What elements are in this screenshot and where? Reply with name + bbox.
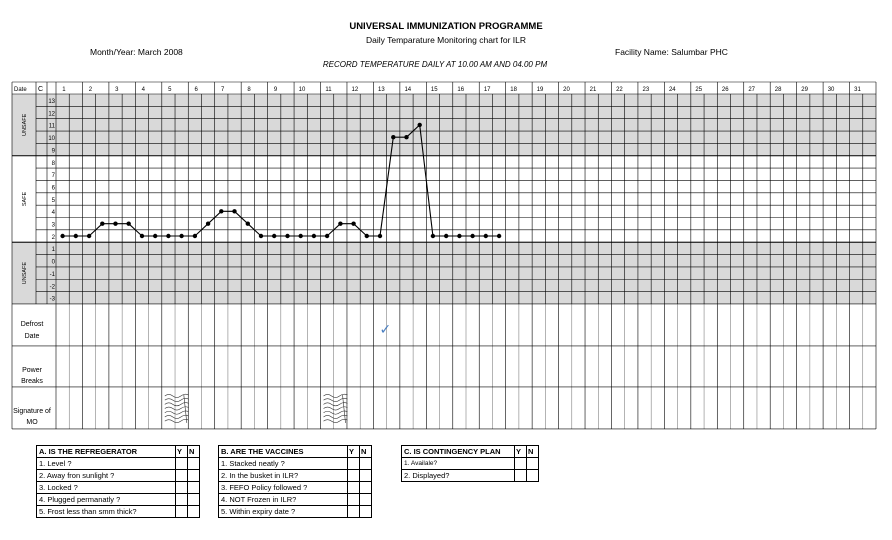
temp-label: -1: [49, 271, 55, 278]
checklist-item: 3. FEFO Policy followed ?: [219, 482, 348, 494]
chart-subtitle: Daily Temparature Monitoring chart for ILR: [366, 35, 526, 45]
temperature-point: [100, 222, 104, 226]
day-label: 5: [168, 87, 172, 93]
day-label: 28: [774, 87, 782, 93]
no-cell[interactable]: [188, 458, 200, 470]
day-label: 27: [748, 87, 756, 93]
programme-title: UNIVERSAL IMMUNIZATION PROGRAMME: [349, 21, 543, 32]
day-label: 30: [827, 87, 835, 93]
temperature-point: [246, 222, 250, 226]
yes-header: Y: [348, 446, 360, 458]
checklist-item: 1. Stacked neatly ?: [219, 458, 348, 470]
no-cell[interactable]: [527, 470, 539, 482]
temperature-point: [219, 209, 223, 213]
temp-label: 1: [51, 247, 55, 254]
yes-cell[interactable]: [515, 458, 527, 470]
mo-signature: [165, 394, 189, 423]
checklist-item: 1. Level ?: [37, 458, 176, 470]
temperature-point: [470, 234, 474, 238]
temperature-point: [193, 234, 197, 238]
unsafe-low-zone: [12, 242, 876, 304]
day-label: 9: [273, 87, 278, 93]
checklist-title: C. IS CONTINGENCY PLAN: [402, 446, 515, 458]
day-label: 24: [668, 87, 676, 93]
facility-name: Facility Name: Salumbar PHC: [615, 47, 728, 57]
no-cell[interactable]: [360, 506, 372, 518]
temp-label: 12: [48, 111, 55, 118]
temp-label: 10: [48, 136, 55, 143]
temperature-point: [404, 135, 408, 139]
day-label: 12: [351, 87, 359, 93]
temperature-point: [338, 222, 342, 226]
temperature-point: [140, 234, 144, 238]
day-label: 31: [854, 87, 861, 93]
temperature-point: [299, 234, 303, 238]
day-label: 18: [510, 87, 517, 93]
temperature-point: [179, 234, 183, 238]
temperature-point: [153, 234, 157, 238]
zone-label-safe: SAFE: [22, 191, 28, 207]
yes-cell[interactable]: [348, 494, 360, 506]
temperature-point: [127, 222, 131, 226]
zone-label-unsafe: UNSAFE: [22, 113, 28, 137]
celsius-header: C: [38, 86, 44, 93]
day-label: 20: [563, 87, 570, 93]
day-label: 16: [457, 87, 465, 93]
mo-signature: [324, 394, 348, 423]
yes-cell[interactable]: [348, 470, 360, 482]
yes-cell[interactable]: [176, 494, 188, 506]
yes-cell[interactable]: [348, 506, 360, 518]
temperature-point: [431, 234, 435, 238]
temperature-point: [272, 234, 276, 238]
month-year: Month/Year: March 2008: [90, 47, 183, 57]
no-cell[interactable]: [360, 494, 372, 506]
temperature-point: [312, 234, 316, 238]
day-label: 8: [247, 87, 251, 93]
temperature-point: [60, 234, 64, 238]
no-cell[interactable]: [360, 470, 372, 482]
day-label: 21: [589, 87, 597, 93]
yes-cell[interactable]: [176, 506, 188, 518]
checklist-item: 2. Away fron sunlight ?: [37, 470, 176, 482]
checklist-item: 3. Locked ?: [37, 482, 176, 494]
temperature-point: [259, 234, 263, 238]
checklist-item: 4. NOT Frozen in ILR?: [219, 494, 348, 506]
temperature-point: [113, 222, 117, 226]
temperature-point: [285, 234, 289, 238]
day-label: 1: [62, 87, 66, 93]
power-breaks-label: Power: [22, 366, 42, 374]
temperature-point: [391, 135, 395, 139]
temperature-point: [497, 234, 501, 238]
checklist-vaccines: [218, 445, 372, 518]
temp-label: 5: [51, 197, 55, 204]
checklist-title: B. ARE THE VACCINES: [219, 446, 348, 458]
yes-cell[interactable]: [348, 458, 360, 470]
yes-cell[interactable]: [176, 458, 188, 470]
temperature-point: [365, 234, 369, 238]
defrost-label: Date: [24, 332, 40, 340]
temperature-point: [325, 234, 329, 238]
temp-label: 11: [48, 123, 55, 130]
temperature-point: [418, 123, 422, 127]
checklist-item: 2. Displayed?: [402, 470, 515, 482]
temp-label: 7: [51, 173, 55, 180]
day-label: 4: [141, 87, 145, 93]
yes-header: Y: [515, 446, 527, 458]
temp-label: -3: [49, 296, 55, 303]
temperature-point: [74, 234, 78, 238]
temperature-point: [378, 234, 382, 238]
checklist-item: 1. Availale?: [402, 458, 515, 470]
no-cell[interactable]: [188, 470, 200, 482]
temperature-point: [351, 222, 355, 226]
yes-cell[interactable]: [348, 482, 360, 494]
temp-label: 3: [51, 222, 55, 229]
day-label: 7: [220, 87, 225, 93]
day-label: 2: [88, 87, 93, 93]
signature-label: MO: [26, 418, 38, 426]
no-cell[interactable]: [527, 458, 539, 470]
no-header: N: [527, 446, 539, 458]
temp-label: 8: [51, 160, 55, 167]
day-label: 25: [695, 87, 703, 93]
yes-cell[interactable]: [515, 470, 527, 482]
power-breaks-label: Breaks: [21, 377, 43, 385]
day-label: 13: [378, 87, 385, 93]
checklist-item: 5. Within expiry date ?: [219, 506, 348, 518]
no-cell[interactable]: [360, 458, 372, 470]
signature-label: Signature of: [13, 407, 51, 415]
temp-label: 6: [51, 185, 55, 192]
checklist-item: 2. In the busket in ILR?: [219, 470, 348, 482]
day-label: 14: [404, 87, 412, 93]
record-note: RECORD TEMPERATURE DAILY AT 10.00 AM AND 04.00 PM: [322, 60, 548, 69]
unsafe-high-zone: [12, 94, 876, 156]
day-label: 17: [483, 87, 491, 93]
checklist-refrigerator: [36, 445, 200, 518]
temperature-point: [166, 234, 170, 238]
temperature-point: [444, 234, 448, 238]
day-label: 6: [194, 87, 198, 93]
checklist-title: A. IS THE REFREGERATOR: [37, 446, 176, 458]
day-label: 23: [642, 87, 650, 93]
checklist-contingency: [401, 445, 539, 482]
temperature-point: [232, 209, 236, 213]
day-label: 15: [430, 87, 438, 93]
temp-label: -2: [49, 284, 55, 291]
day-label: 3: [115, 87, 119, 93]
temperature-point: [484, 234, 488, 238]
day-label: 22: [616, 87, 623, 93]
no-header: N: [360, 446, 372, 458]
date-header: Date: [14, 87, 27, 93]
no-cell[interactable]: [188, 506, 200, 518]
no-cell[interactable]: [188, 494, 200, 506]
temperature-point: [87, 234, 91, 238]
checklist-item: 5. Frost less than smm thick?: [37, 506, 176, 518]
day-label: 11: [325, 87, 332, 93]
day-label: 10: [298, 87, 306, 93]
checklist-item: 4. Plugged permanatly ?: [37, 494, 176, 506]
no-cell[interactable]: [360, 482, 372, 494]
temp-label: 4: [51, 210, 55, 217]
day-label: 26: [721, 87, 729, 93]
yes-cell[interactable]: [176, 470, 188, 482]
temperature-point: [457, 234, 461, 238]
day-label: 29: [801, 87, 808, 93]
no-cell[interactable]: [188, 482, 200, 494]
yes-cell[interactable]: [176, 482, 188, 494]
defrost-check-mark: ✓: [379, 320, 392, 337]
zone-label-unsafe: UNSAFE: [22, 261, 28, 285]
temperature-point: [206, 222, 210, 226]
yes-header: Y: [176, 446, 188, 458]
temp-label: 0: [51, 259, 55, 266]
temp-label: 13: [48, 99, 55, 105]
temp-label: 9: [51, 148, 55, 155]
temp-label: 2: [51, 234, 55, 241]
no-header: N: [188, 446, 200, 458]
defrost-label: Defrost: [20, 320, 44, 328]
day-label: 19: [536, 87, 544, 93]
